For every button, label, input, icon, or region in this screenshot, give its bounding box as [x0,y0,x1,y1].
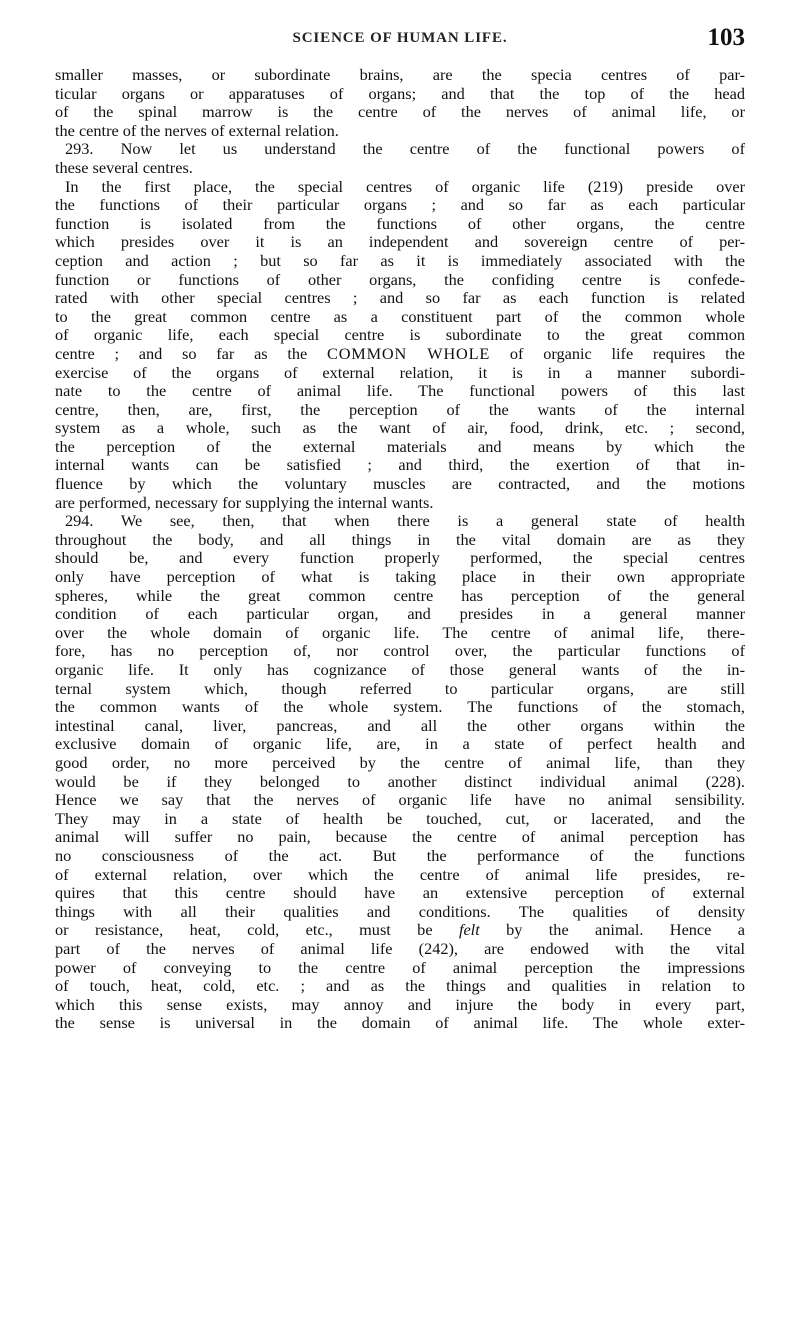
text-line: ternal system which, though referred to particular organs, are still [55,678,745,698]
emphasis-small-caps: COMMON WHOLE [327,343,491,363]
text-line: these several centres. [55,157,193,177]
text-line: power of conveying to the centre of animal perception the impressions [55,957,745,977]
text-line: In the first place, the special centres of organic life (219) preside over [65,176,745,196]
text-line: the sense is universal in the domain of animal life. The whole exter- [55,1013,745,1033]
text-line: fore, has no perception of, nor control over, the particular functions of [55,641,745,661]
text-line: of the spinal marrow is the centre of the nerves of animal life, or [55,102,745,122]
text-line: which this sense exists, may annoy and injure the body in every part, [55,994,745,1014]
text-line: fluence by which the voluntary muscles are contracted, and the motions [55,474,745,494]
text-line: the perception of the external materials and means by which the [55,436,745,456]
text-segment: centre ; and so far as the [55,343,328,363]
text-line: are performed, necessary for supplying the internal wants. [55,492,434,512]
text-line: the common wants of the whole system. The functions of the stomach, [55,697,745,717]
text-line: spheres, while the great common centre has perception of the general [55,585,745,605]
text-line: organic life. It only has cognizance of those general wants of the in- [55,660,745,679]
text-segment: of organic life requires the [490,343,745,363]
text-line: smaller masses, or subordinate brains, are the specia centres of par- [55,65,745,84]
body-text [55,66,745,1033]
text-line: internal wants can be satisfied ; and third, the exertion of that in- [55,455,745,475]
text-line: of external relation, over which the centre of animal life presides, re- [55,864,745,884]
text-line: centre, then, are, first, the perception of the wants of the internal [55,399,745,419]
text-line: animal will suffer no pain, because the centre of animal perception has [55,827,745,847]
text-line: the functions of their particular organs ; and so far as each particular [55,195,745,215]
text-line: 293. Now let us understand the centre of the functional powers of [65,139,745,159]
text-line: condition of each particular organ, and presides in a general manner [55,604,745,624]
text-line: throughout the body, and all things in the vital domain are as they [55,529,745,549]
running-title: SCIENCE OF HUMAN LIFE. [292,30,508,46]
page-number: 103 [707,24,745,51]
text-line: exclusive domain of organic life, are, in a state of perfect health and [55,734,745,754]
emphasis-italic: felt [458,920,480,940]
text-line: of touch, heat, cold, etc. ; and as the things and qualities in relation to [55,976,745,996]
text-line: 294. We see, then, that when there is a general state of health [65,511,745,531]
text-line: to the great common centre as a constituent part of the common whole [55,306,745,326]
text-line: system as a whole, such as the want of air, food, drink, etc. ; second, [55,418,745,438]
text-line: good order, no more perceived by the centre of animal life, than they [55,752,745,772]
text-segment: by the animal. Hence a [479,920,745,940]
text-line: rated with other special centres ; and so far as each function is related [55,288,745,308]
text-line: nate to the centre of animal life. The functional powers of this last [55,381,745,401]
text-line: of organic life, each special centre is subordinate to the great common [55,325,745,345]
text-line: should be, and every function properly performed, the special centres [55,548,745,568]
text-line: function is isolated from the functions of other organs, the centre [55,213,745,233]
text-line: which presides over it is an independent and sovereign centre of per- [55,232,745,252]
text-line: only have perception of what is taking place in their own appropriate [55,567,745,587]
text-line: quires that this centre should have an extensive perception of external [55,883,745,903]
text-line: function or functions of other organs, the confiding centre is confede- [55,269,745,289]
text-line-composite [55,921,745,940]
text-line: ticular organs or apparatuses of organs; and that the top of the head [55,83,745,103]
text-line-composite [55,345,745,364]
running-head [55,24,745,60]
text-line: Hence we say that the nerves of organic life have no animal sensibility. [55,790,745,810]
text-line: the centre of the nerves of external relation. [55,120,339,140]
text-line: intestinal canal, liver, pancreas, and all the other organs within the [55,715,745,735]
text-line: part of the nerves of animal life (242), are endowed with the vital [55,938,745,958]
text-line: would be if they belonged to another distinct individual animal (228). [55,771,745,791]
text-line: ception and action ; but so far as it is immediately associated with the [55,250,745,270]
text-line: They may in a state of health be touched, cut, or lacerated, and the [55,808,745,828]
text-line: things with all their qualities and conditions. The qualities of density [55,901,745,921]
text-line: over the whole domain of organic life. The centre of animal life, there- [55,622,745,642]
text-line: exercise of the organs of external relation, it is in a manner subordi- [55,362,745,382]
text-line: no consciousness of the act. But the performance of the functions [55,845,745,865]
text-segment: or resistance, heat, cold, etc., must be [55,920,459,940]
